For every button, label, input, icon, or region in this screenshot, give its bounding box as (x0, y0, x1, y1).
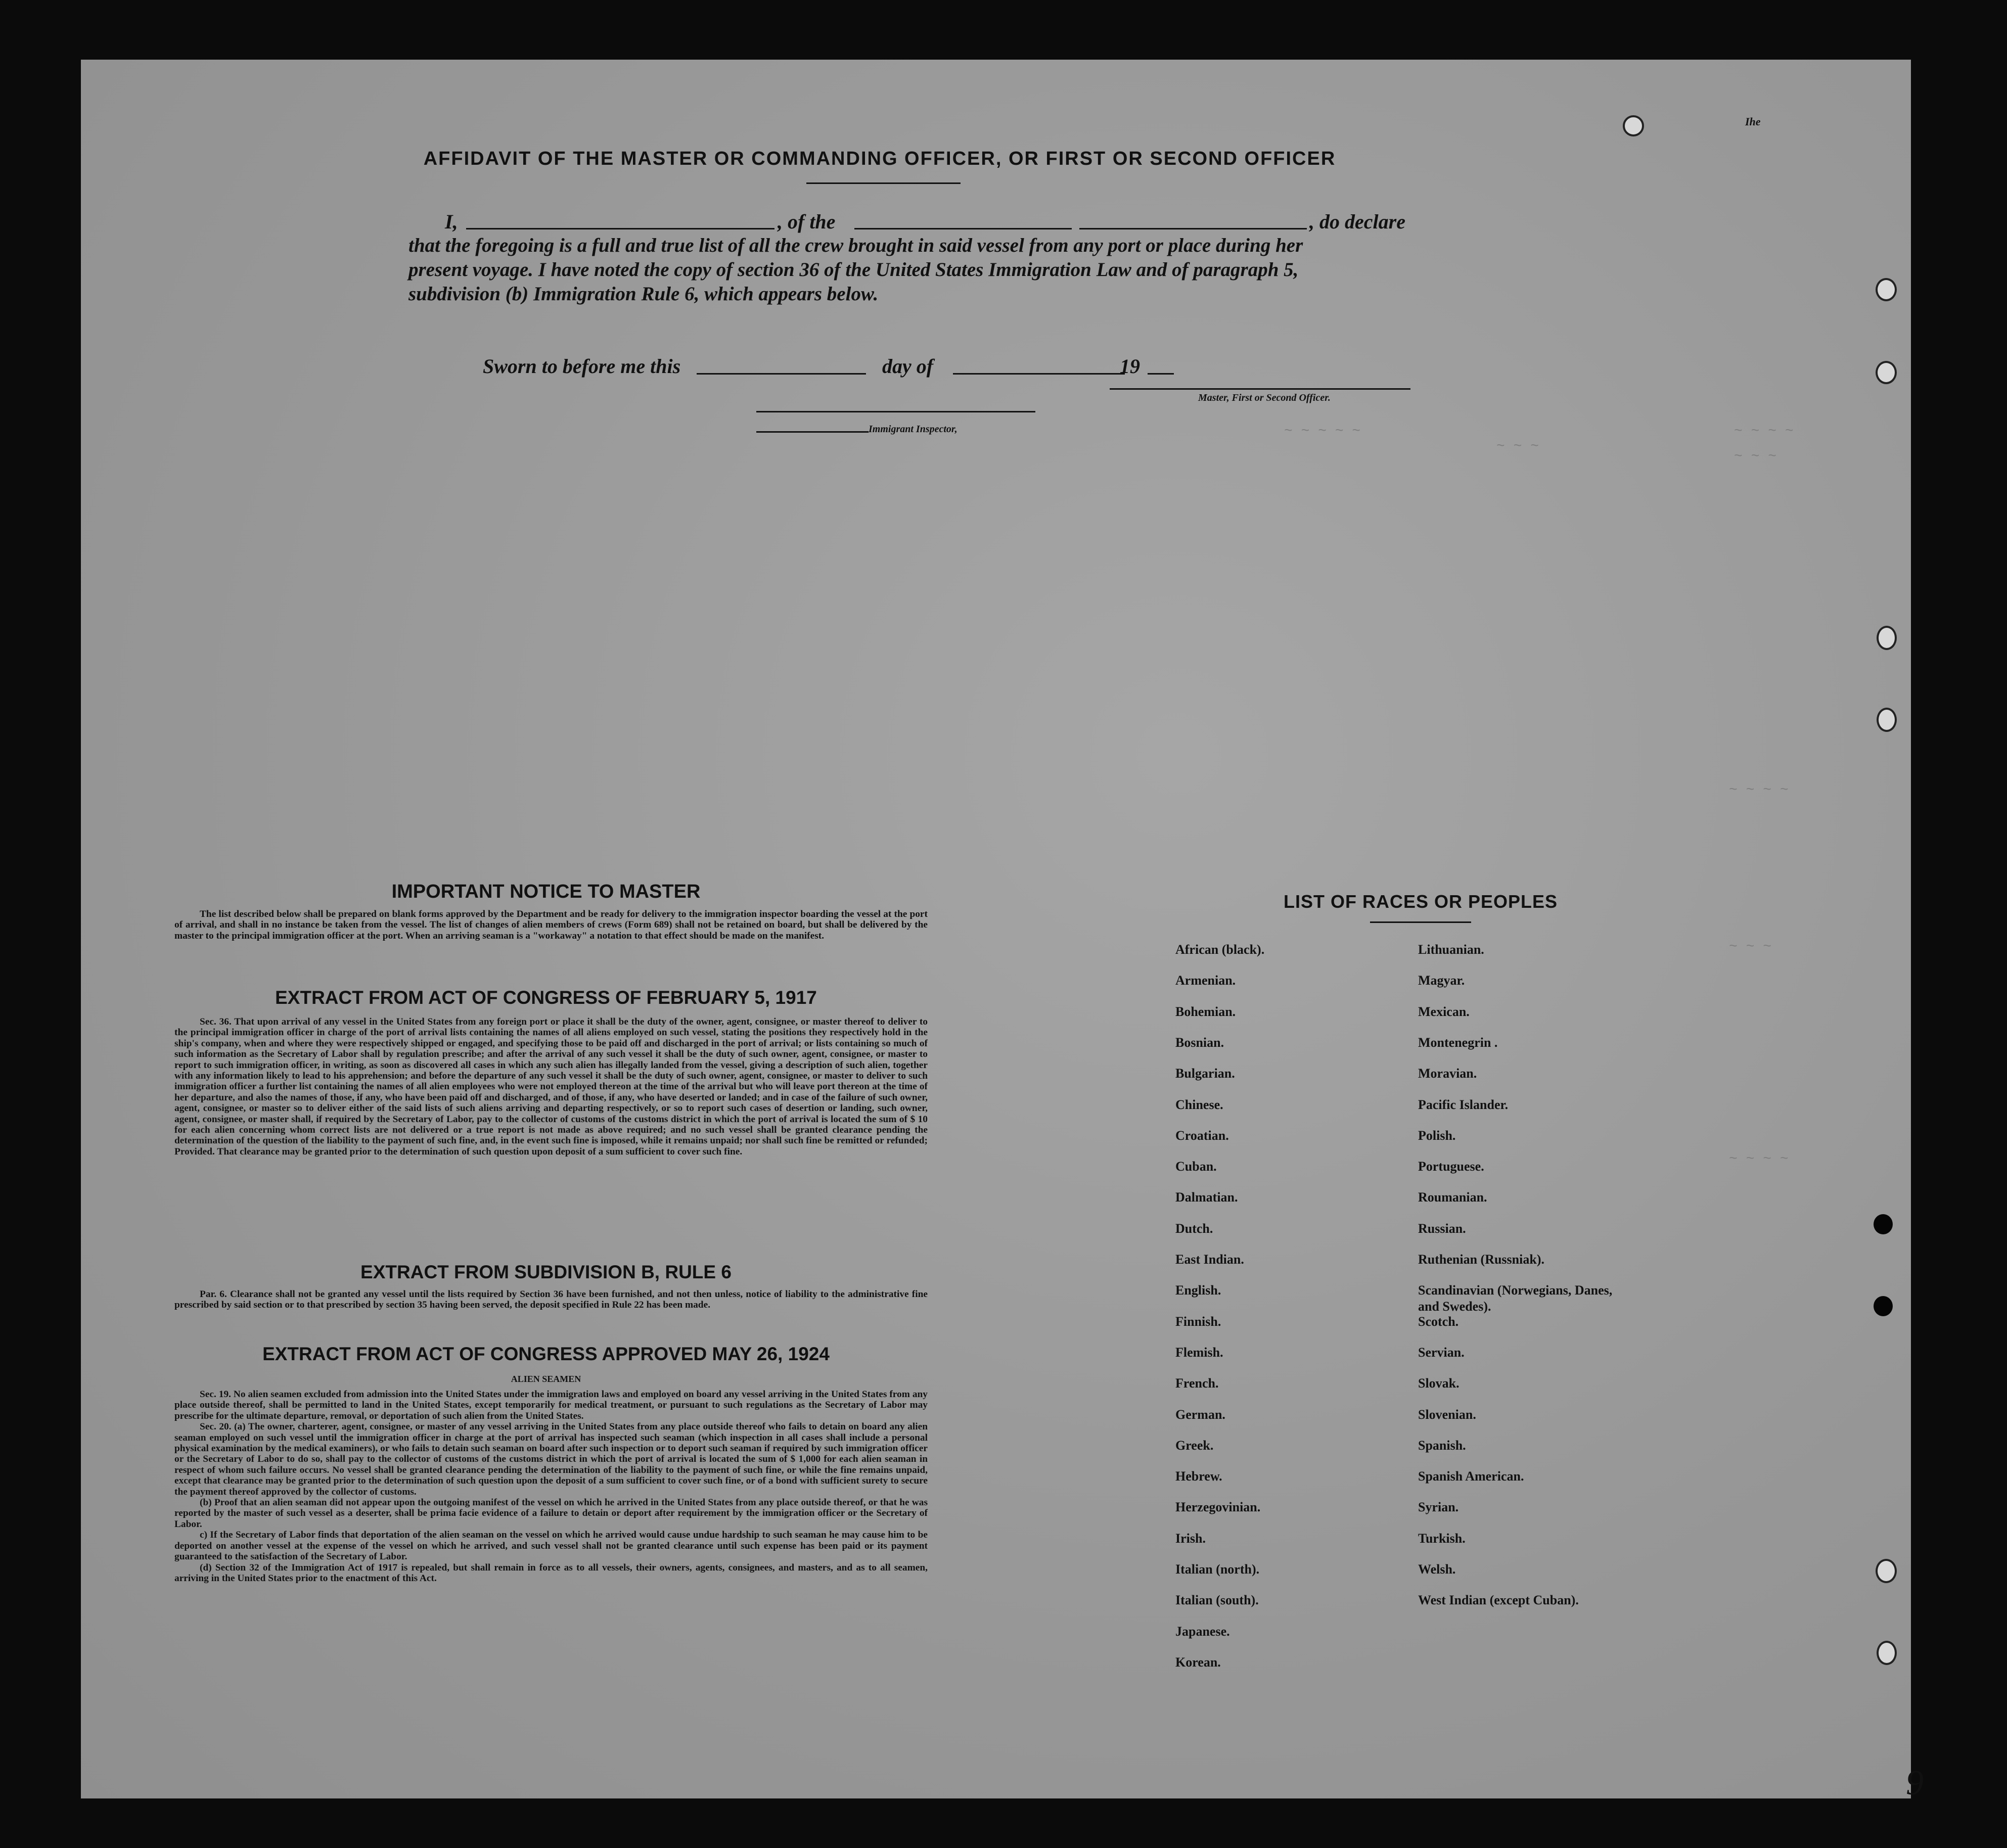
race-item: Hebrew. (1175, 1469, 1222, 1484)
race-item: Croatian. (1175, 1128, 1229, 1143)
sec-19-paragraph: Sec. 19. No alien seamen excluded from admission into the United States under the immigration laws and employed on board any vessel arriving in the United States from any place outside thereof, shall be permitted to land in the United States, except temporarily for medical treatment, or pursuant to such regulations as the Secretary of Labor may prescribe for the ultimate departure, removal, or deportation of such alien from the United States. (174, 1389, 928, 1421)
race-item: Polish. (1418, 1128, 1456, 1143)
race-item: Cuban. (1175, 1159, 1217, 1174)
race-item: Turkish. (1418, 1531, 1466, 1546)
bleed-through-row: ~ ~ ~ ~ ~ (1284, 424, 1361, 439)
race-item: English. (1175, 1283, 1221, 1298)
inspector-line-2 (756, 431, 869, 433)
race-item: East Indian. (1175, 1252, 1244, 1267)
bleed-through-row: ~ ~ ~ ~ (1734, 424, 1794, 439)
race-item: Ruthenian (Russniak). (1418, 1252, 1544, 1267)
races-title-underline (1370, 921, 1471, 923)
rank-blank (854, 228, 1072, 229)
punch-hole-icon (1877, 1641, 1897, 1665)
race-item: Scotch. (1418, 1314, 1459, 1329)
inspector-caption: Immigrant Inspector, (869, 424, 957, 435)
affidavit-title: AFFIDAVIT OF THE MASTER OR COMMANDING OFFICER, OR FIRST OR SECOND OFFICER (423, 148, 1336, 169)
inspector-line-1 (756, 411, 1035, 412)
race-item: Greek. (1175, 1438, 1214, 1453)
vessel-blank (1079, 228, 1307, 229)
affidavit-do-declare: , do declare (1309, 210, 1405, 233)
alien-seamen-subheading: ALIEN SEAMEN (511, 1374, 581, 1384)
sworn-day-blank (697, 373, 866, 375)
punch-hole-icon (1876, 278, 1897, 301)
year-blank (1148, 373, 1174, 375)
races-title: LIST OF RACES OR PEOPLES (1283, 891, 1558, 912)
race-item: Portuguese. (1418, 1159, 1484, 1174)
race-item: Finnish. (1175, 1314, 1221, 1329)
bleed-through-row: ~ ~ ~ ~ (1729, 782, 1789, 798)
notice-heading: IMPORTANT NOTICE TO MASTER (391, 881, 701, 902)
punch-hole-icon (1876, 1559, 1897, 1583)
stamp-mark: Ihe (1745, 115, 1761, 128)
race-item: Dutch. (1175, 1221, 1213, 1236)
race-item: Slovak. (1418, 1376, 1459, 1391)
race-item: Armenian. (1175, 973, 1236, 988)
race-item: Pacific Islander. (1418, 1097, 1509, 1112)
sworn-month-blank (953, 373, 1125, 375)
race-item: Bulgarian. (1175, 1066, 1235, 1081)
extract-1917-text (174, 1017, 928, 1157)
title-underline (806, 182, 961, 184)
race-item: Magyar. (1418, 973, 1465, 988)
extract-1917-heading: EXTRACT FROM ACT OF CONGRESS OF FEBRUARY 5, 1917 (275, 987, 817, 1008)
race-item: West Indian (except Cuban). (1418, 1593, 1579, 1608)
race-item: Servian. (1418, 1345, 1465, 1360)
race-item: Syrian. (1418, 1500, 1459, 1515)
punch-hole-icon (1877, 626, 1897, 650)
race-item: Herzegovinian. (1175, 1500, 1261, 1515)
race-item: Italian (north). (1175, 1562, 1260, 1577)
day-of-text: day of (882, 355, 934, 378)
affidavit-line-4: subdivision (b) Immigration Rule 6, which appears below. (408, 283, 879, 305)
race-item: Mexican. (1418, 1004, 1470, 1019)
extract-1924-heading: EXTRACT FROM ACT OF CONGRESS APPROVED MAY 26, 1924 (262, 1344, 830, 1364)
sec-20c-paragraph: c) If the Secretary of Labor finds that deportation of the alien seaman on the vessel on which he arrived would cause undue hardship to such seaman he may cause him to be deported on another vessel at the expense of the vessel on which he arrived, and such vessel shall not be granted clearance until such expense has been paid or its payment guaranteed to the satisfaction of the Secretary of Labor. (174, 1530, 928, 1562)
punch-hole-icon (1874, 1214, 1893, 1234)
punch-hole-icon (1874, 1296, 1893, 1316)
affidavit-of-the: , of the (778, 210, 836, 233)
race-item: Italian (south). (1175, 1593, 1259, 1608)
master-signature-line (1110, 388, 1410, 390)
notice-text (174, 909, 928, 941)
race-item: Roumanian. (1418, 1190, 1487, 1205)
punch-hole-icon (1623, 115, 1644, 136)
race-item: Dalmatian. (1175, 1190, 1238, 1205)
punch-hole-icon (1876, 361, 1897, 384)
race-item: Scandinavian (Norwegians, Danes, and Swedes). (1418, 1283, 1613, 1314)
sworn-text: Sworn to before me this (483, 355, 681, 378)
bleed-through-row: ~ ~ ~ (1496, 439, 1539, 454)
race-item: Moravian. (1418, 1066, 1477, 1081)
race-item: Montenegrin . (1418, 1035, 1498, 1050)
bleed-through-row: ~ ~ ~ (1729, 939, 1772, 955)
race-item: Flemish. (1175, 1345, 1223, 1360)
race-item: Bosnian. (1175, 1035, 1224, 1050)
name-blank (466, 228, 774, 229)
sec-20b-paragraph: (b) Proof that an alien seaman did not appear upon the outgoing manifest of the vessel on which he arrived in the United States from any place outside thereof, or that he was reported by the master of such vessel as a deserter, shall be prima facie evidence of a failure to detain or deport after requirement by the immigration officer or the Secretary of Labor. (174, 1497, 928, 1530)
extract-1924-text (174, 1389, 928, 1584)
race-item: Chinese. (1175, 1097, 1223, 1112)
section-36-paragraph: Sec. 36. That upon arrival of any vessel in the United States from any foreign port or place it shall be the duty of the owner, agent, consignee, or master thereof to deliver to the principal immigration officer in charge of the port of arrival lists containing the names of all aliens employed on such vessel, stating the positions they respectively hold in the ship's company, when and where they were respectively shipped or engaged, and specifying those to be paid off and discharged in the port of arrival; or lists containing so much of such information as the Secretary of Labor shall by regulation prescribe; and after the arrival of any such vessel it shall be the duty of such owner, agent, consignee, or master to report to such immigration officer, in writing, as soon as discovered all cases in which any such alien has illegally landed from the vessel, giving a description of such alien, together with any information likely to lead to his apprehension; and before the departure of any such vessel it shall be the duty of such owner, agent, consignee, or master to deliver to such immigration officer a further list containing the names of all alien employees who were not employed thereon at the time of the arrival but who will leave port thereon at the time of her departure, and also the names of those, if any, who have been paid off and discharged, and of those, if any, who have deserted or landed; and in case of the failure of such owner, agent, consignee, or master so to deliver either of the said lists of such aliens arriving and departing respectively, or so to report such cases of desertion or landing, such owner, agent, consignee, or master shall, if required by the Secretary of Labor, pay to the collector of customs of the customs district in which the port of arrival is located the sum of $ 10 for each alien concerning whom correct lists are not delivered or a true report is not made as above required; and no such vessel shall be granted clearance pending the determination of the question of the liability to the payment of such fine, and, in the event such fine is imposed, while it remains unpaid; nor shall such fine be remitted or refunded; Provided. That clearance may be granted prior to the determination of such question upon deposit of a sum sufficient to cover such fine. (174, 1017, 928, 1157)
race-item: Lithuanian. (1418, 942, 1484, 957)
sec-20a-paragraph: Sec. 20. (a) The owner, charterer, agent, consignee, or master of any vessel arriving in the United States from any place outside thereof who fails to detain on board any alien seaman employed on such vessel until the immigration officer in charge at the port of arrival has inspected such seaman (which inspection in all cases shall include a personal physical examination by the medical examiners), or who fails to detain such seaman on board after such inspection or to deport such seaman if required by such immigration officer or the Secretary of Labor to do so, shall pay to the collector of customs of the customs district in which the port of arrival is located the sum of $ 1,000 for each alien seaman in respect of whom such failure occurs. No vessel shall be granted clearance pending the determination of the liability to the payment of such fine, or while the fine remains unpaid, except that clearance may be granted prior to the determination of such question upon the deposit of a sum sufficient to cover such fine, or of a bond with sufficient surety to secure the payment thereof approved by the collector of customs. (174, 1421, 928, 1497)
extract-rule6-text (174, 1289, 928, 1311)
race-item: Irish. (1175, 1531, 1206, 1546)
affidavit-line-2: that the foregoing is a full and true list of all the crew brought in said vessel from any port or place during her (408, 235, 1303, 256)
page-mark: 9 (1906, 1764, 1924, 1803)
race-item: German. (1175, 1407, 1225, 1422)
race-item: Slovenian. (1418, 1407, 1476, 1422)
affidavit-line-3: present voyage. I have noted the copy of section 36 of the United States Immigration Law and of paragraph 5, (408, 259, 1299, 281)
master-signature-caption: Master, First or Second Officer. (1198, 392, 1331, 403)
race-item: Bohemian. (1175, 1004, 1236, 1019)
manifest-page (81, 60, 1924, 1803)
affidavit-i: I, (445, 210, 458, 233)
punch-hole-icon (1877, 708, 1897, 732)
race-item: Russian. (1418, 1221, 1466, 1236)
sec-20d-paragraph: (d) Section 32 of the Immigration Act of 1917 is repealed, but shall remain in force as to all vessels, their owners, agents, consignees, and masters, and as to all seamen, arriving in the United States prior to the enactment of this Act. (174, 1562, 928, 1584)
year-prefix: 19 (1120, 355, 1140, 378)
race-item: French. (1175, 1376, 1219, 1391)
race-item: Japanese. (1175, 1624, 1230, 1639)
notice-paragraph: The list described below shall be prepared on blank forms approved by the Department and be ready for delivery to the immigration inspector boarding the vessel at the port of arrival, and shall in no instance be taken from the vessel. The list of changes of alien members of crews (Form 689) shall not be retained on board, but shall be delivered by the master to the principal immigration officer at the port. When an arriving seaman is a "workaway" a notation to that effect should be made on the manifest. (174, 909, 928, 941)
race-item: African (black). (1175, 942, 1265, 957)
race-item: Korean. (1175, 1654, 1221, 1670)
paragraph-6: Par. 6. Clearance shall not be granted any vessel until the lists required by Section 36 have been furnished, and not then unless, notice of liability to the administrative fine prescribed by said section or to that prescribed by section 35 having been served, the deposit specified in Rule 22 has been made. (174, 1289, 928, 1311)
bleed-through-row: ~ ~ ~ ~ (1729, 1151, 1789, 1167)
race-item: Welsh. (1418, 1562, 1456, 1577)
race-item: Spanish American. (1418, 1469, 1524, 1484)
extract-rule6-heading: EXTRACT FROM SUBDIVISION B, RULE 6 (360, 1262, 732, 1282)
race-item: Spanish. (1418, 1438, 1466, 1453)
bleed-through-row: ~ ~ ~ (1734, 449, 1777, 465)
